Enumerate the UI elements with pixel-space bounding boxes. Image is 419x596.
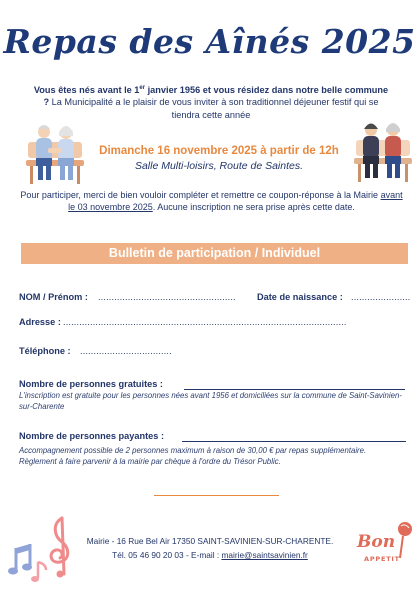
bon-appetit-logo-appetit: APPETIT bbox=[364, 555, 400, 563]
paying-persons-note: Accompagnement possible de 2 personnes maximum à raison de 30,00 € par repas supplémentaire. Règlement à faire parvenir à la mairie par chèque à l'ordre du Trésor Public. bbox=[19, 446, 367, 466]
intro-bold-1: Vous êtes nés avant le 1 bbox=[33, 85, 140, 95]
paying-persons-field[interactable] bbox=[182, 441, 406, 442]
bon-appetit-logo-bon: Bon bbox=[357, 532, 396, 552]
name-label: NOM / Prénom : bbox=[19, 292, 88, 302]
participation-part1: Pour participer, merci de bien vouloir compléter et remettre ce coupon-réponse à la Mairie bbox=[20, 190, 381, 200]
address-label: Adresse : bbox=[19, 317, 61, 327]
event-details bbox=[82, 144, 356, 173]
lollipop-icon bbox=[395, 520, 415, 560]
footer-email-link[interactable]: mairie@saintsavinien.fr bbox=[221, 550, 308, 560]
phone-label: Téléphone : bbox=[19, 346, 71, 356]
seniors-bench-illustration-left bbox=[24, 120, 86, 186]
birthdate-label: Date de naissance : bbox=[257, 292, 343, 302]
intro-bold-2: janvier 1956 et vous résidez dans notre belle commune ? bbox=[43, 85, 389, 108]
intro-text bbox=[30, 84, 392, 121]
name-field[interactable]: ................................................... bbox=[98, 292, 236, 302]
free-persons-label: Nombre de personnes gratuites : bbox=[19, 379, 163, 389]
footer bbox=[75, 534, 345, 562]
free-persons-note: L'inscription est gratuite pour les personnes nées avant 1956 et domiciliées sur la commune de Saint-Savinien-sur-Charente bbox=[19, 391, 402, 411]
paying-persons-label: Nombre de personnes payantes : bbox=[19, 431, 164, 441]
intro-bold-sup: er bbox=[139, 84, 146, 91]
footer-contact bbox=[75, 548, 345, 562]
participation-part2: . Aucune inscription ne sera prise après cette date. bbox=[152, 201, 355, 212]
free-persons-field[interactable] bbox=[184, 389, 405, 390]
footer-address: Mairie - 16 Rue Bel Air 17350 SAINT-SAVINIEN-SUR-CHARENTE. bbox=[86, 536, 334, 546]
participation-deadline: avant le 03 novembre 2025 bbox=[68, 190, 403, 212]
address-field[interactable]: ......................................................................................................... bbox=[63, 317, 347, 327]
intro-rest: La Municipalité a le plaisir de vous inviter à son traditionnel déjeuner festif qui se tiendra cette année bbox=[49, 97, 379, 120]
form-banner: Bulletin de participation / Individuel bbox=[21, 243, 408, 264]
footer-phone: Tél. 05 46 90 20 03 - E-mail : bbox=[112, 550, 222, 560]
footer-separator bbox=[154, 495, 279, 496]
page-title: Repas des Aînés 2025 bbox=[3, 22, 416, 61]
seniors-bench-illustration-right bbox=[352, 118, 414, 184]
participation-text bbox=[20, 190, 403, 214]
event-date: Dimanche 16 novembre 2025 à partir de 12h bbox=[99, 145, 339, 157]
birthdate-field[interactable]: ...................... bbox=[351, 292, 411, 302]
phone-field[interactable]: .................................. bbox=[80, 346, 172, 356]
event-place: Salle Multi-loisirs, Route de Saintes. bbox=[134, 160, 304, 172]
